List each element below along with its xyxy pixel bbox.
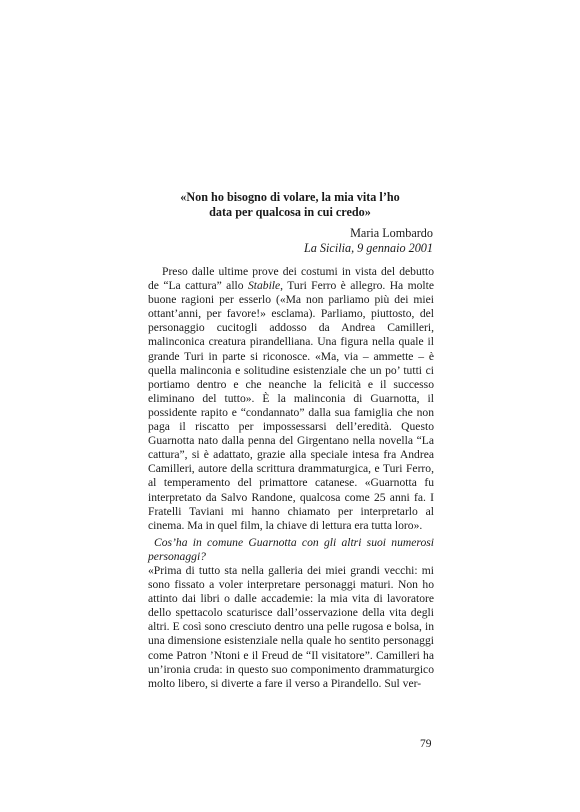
article-body [148,265,434,691]
paragraph-1-part-a: Preso dalle ultime prove dei costumi in vista del debutto de “La cattura” allo [148,265,434,293]
source-citation: La Sicilia, 9 gennaio 2001 [304,241,433,255]
byline [304,226,433,256]
article-title-line-2: data per qualcosa in cui credo» [209,205,371,219]
interview-question: Cos’ha in comune Guarnotta con gli altri suoi numerosi personaggi? [148,535,434,563]
article-title [150,190,430,220]
paragraph-2: «Prima di tutto sta nella galleria dei miei grandi vecchi: mi sono fissato a voler interpretare personaggi maturi. Non ho attinto dai libri o dalle accademie: la mia vita di lavoratore dello spettacolo scaturisce dall’osservazione della vita degli altri. E così sono cresciuto dentro una pelle rugosa e bolsa, in una dimensione esistenziale nella quale ho sentito personaggi come Patron ’Ntoni e il Freud de “Il visitatore”. Camilleri ha un’ironia cruda: in questo suo componimento drammaturgico molto libero, si diverte a fare il verso a Pirandello. Sul ver- [148,563,434,690]
paragraph-1 [148,265,434,533]
article-title-line-1: «Non ho bisogno di volare, la mia vita l’ho [180,190,400,204]
stabile-italic: Stabile [247,279,281,293]
paragraph-1-part-b: , Turi Ferro è allegro. Ha molte buone ragioni per esserlo («Ma non parliamo più dei miei ottant’anni, per favore!» esclama). Parliamo, piuttosto, del personaggio cucitogli addosso da Andrea Camilleri, malinconica creatura pirandelliana. Una figura nella quale il grande Turi in parte si riconosce. «Ma, via – ammette – è quella malinconia e solitudine esistenziale che un po’ tutti ci portiamo dentro e che neanche la felicità e il successo eliminano del tutto». È la malinconia di Guarnotta, il possidente rapito e “condannato” dalla sua famiglia che non paga il riscatto per impossessarsi dell’eredità. Questo Guarnotta nato dalla penna del Girgentano nella novella “La cattura”, si è adattato, grazie alla speciale intesa fra Andrea Camilleri, autore della scrittura drammaturgica, e Turi Ferro, al temperamento del primattore catanese. «Guarnotta fu interpretato da Salvo Randone, qualcosa come 25 anni fa. I Fratelli Taviani mi hanno chiamato per interpretarlo al cinema. Ma in quel film, la chiave di lettura era tutta loro». [148,279,434,532]
page-number: 79 [420,738,432,750]
author-name: Maria Lombardo [350,226,433,240]
